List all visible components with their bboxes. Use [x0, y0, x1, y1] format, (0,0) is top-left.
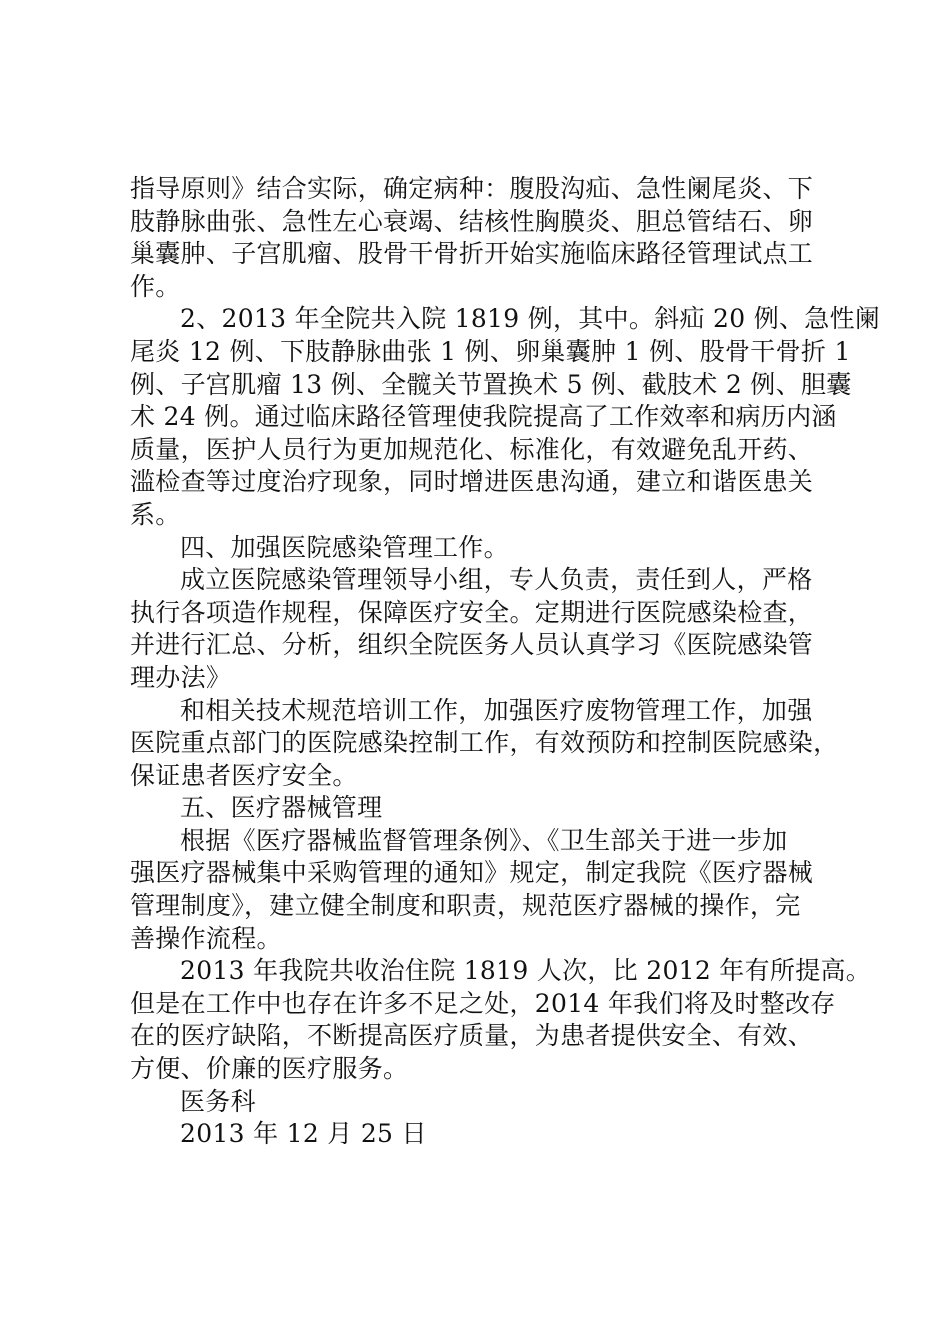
paragraph-device-regulation — [130, 825, 830, 955]
paragraph-infection-training — [130, 695, 839, 793]
text-line: 和相关技术规范培训工作，加强医疗废物管理工作，加强 — [180, 695, 813, 725]
text-line: 善操作流程。 — [130, 923, 282, 953]
text-line: 作。 — [130, 271, 181, 301]
text-line: 方便、价廉的医疗服务。 — [130, 1054, 409, 1084]
document-date: 2013 年 12 月 25 日 — [180, 1119, 427, 1149]
text-line: 执行各项造作规程，保障医疗安全。定期进行医院感染检查， — [130, 597, 814, 627]
text-line: 并进行汇总、分析，组织全院医务人员认真学习《医院感染管 — [130, 630, 814, 660]
paragraph-disease-selection — [130, 173, 830, 303]
section-heading: 五、医疗器械管理 — [180, 793, 383, 823]
section-heading: 四、加强医院感染管理工作。 — [180, 532, 509, 562]
signature-department — [130, 1086, 830, 1119]
text-line: 成立医院感染管理领导小组，专人负责，责任到人，严格 — [180, 565, 813, 595]
text-line: 肢静脉曲张、急性左心衰竭、结核性胸膜炎、胆总管结石、卵 — [130, 206, 814, 236]
section-heading-infection — [130, 532, 830, 565]
text-line: 巢囊肿、子宫肌瘤、股骨干骨折开始实施临床路径管理试点工 — [130, 239, 814, 269]
section-heading-devices — [130, 792, 830, 825]
text-line: 2013 年我院共收治住院 1819 人次，比 2012 年有所提高。 — [180, 956, 872, 986]
text-line: 质量，医护人员行为更加规范化、标准化，有效避免乱开药、 — [130, 434, 814, 464]
text-line: 指导原则》结合实际，确定病种：腹股沟疝、急性阑尾炎、下 — [130, 174, 814, 203]
text-line: 根据《医疗器械监督管理条例》、《卫生部关于进一步加 — [180, 825, 788, 855]
paragraph-admission-stats — [130, 303, 881, 531]
text-line: 尾炎 12 例、下肢静脉曲张 1 例、卵巢囊肿 1 例、股骨干骨折 1 — [130, 336, 851, 366]
paragraph-summary — [130, 955, 872, 1085]
signature-date — [130, 1118, 830, 1151]
text-line: 理办法》 — [130, 662, 232, 692]
text-line: 系。 — [130, 499, 181, 529]
text-line: 强医疗器械集中采购管理的通知》规定，制定我院《医疗器械 — [130, 858, 814, 888]
text-line: 保证患者医疗安全。 — [130, 760, 358, 790]
document-body — [130, 173, 881, 1151]
text-line: 但是在工作中也存在许多不足之处，2014 年我们将及时整改存 — [130, 988, 836, 1018]
text-line: 例、子宫肌瘤 13 例、全髋关节置换术 5 例、截肢术 2 例、胆囊 — [130, 369, 852, 399]
text-line: 管理制度》，建立健全制度和职责，规范医疗器械的操作，完 — [130, 891, 801, 921]
paragraph-infection-team — [130, 564, 830, 694]
department-name: 医务科 — [180, 1086, 256, 1116]
text-line: 医院重点部门的医院感染控制工作，有效预防和控制医院感染， — [130, 728, 839, 758]
text-line: 在的医疗缺陷，不断提高医疗质量，为患者提供安全、有效、 — [130, 1021, 814, 1051]
text-line: 滥检查等过度治疗现象，同时增进医患沟通，建立和谐医患关 — [130, 467, 814, 497]
text-line: 术 24 例。通过临床路径管理使我院提高了工作效率和病历内涵 — [130, 402, 837, 432]
text-line: 2、2013 年全院共入院 1819 例，其中。斜疝 20 例、急性阑 — [180, 304, 881, 334]
